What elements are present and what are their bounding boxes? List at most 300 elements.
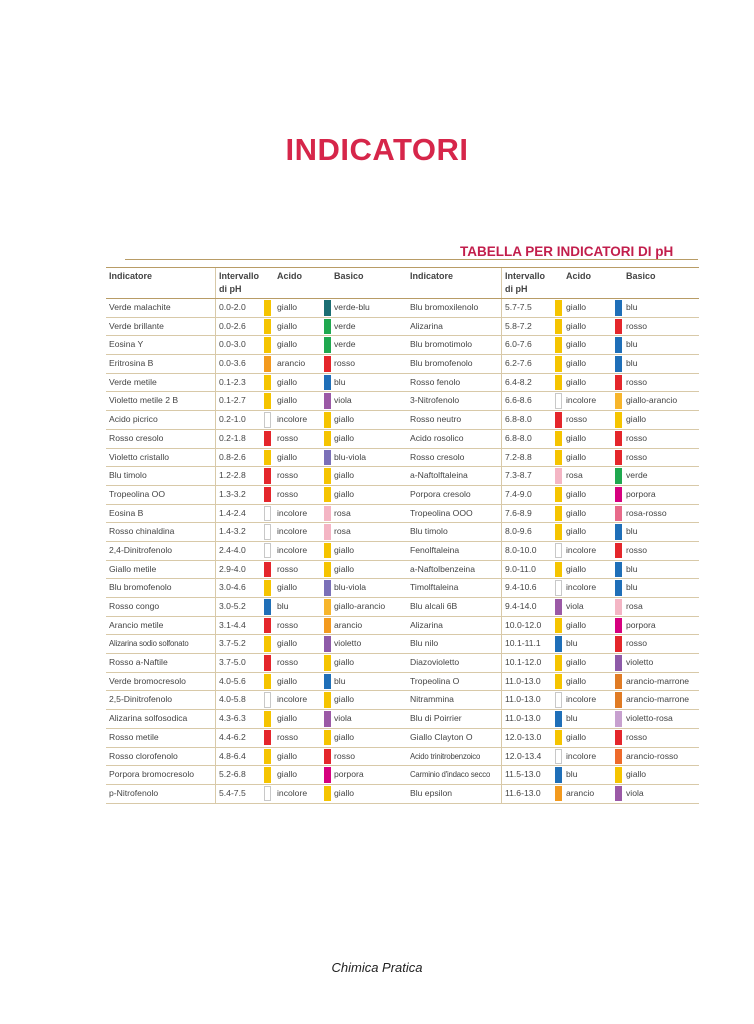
- acid-color-label: giallo: [277, 302, 298, 312]
- table-row: [106, 710, 699, 729]
- table-row: [106, 673, 699, 692]
- ph-range: 12.0-13.0: [505, 731, 542, 742]
- base-color-swatch: [324, 749, 331, 765]
- table-row: [106, 748, 699, 767]
- base-color-swatch: [324, 543, 331, 559]
- acid-color-label: giallo: [277, 638, 298, 649]
- indicator-name: Alizarina sodio solfonato: [109, 639, 189, 649]
- indicator-name: Verde bromocresolo: [109, 675, 186, 686]
- header-basico-left: Basico: [334, 271, 364, 281]
- acid-color-label: viola: [566, 601, 584, 611]
- column-divider: [215, 617, 216, 635]
- acid-color-label: giallo: [277, 451, 298, 462]
- indicator-name: Rosso clorofenolo: [109, 750, 178, 761]
- indicator-name: Fenolftaleina: [410, 544, 460, 555]
- base-color-label: violetto: [626, 657, 654, 668]
- acid-color-swatch: [555, 636, 562, 652]
- column-divider: [215, 561, 216, 579]
- acid-color-swatch: [264, 319, 271, 335]
- base-color-swatch: [324, 337, 331, 353]
- indicator-table: [106, 267, 699, 804]
- acid-color-label: rosso: [277, 488, 299, 499]
- table-row: [106, 505, 699, 524]
- ph-range: 6.0-7.6: [505, 339, 532, 350]
- ph-range: 6.8-8.0: [505, 432, 532, 443]
- column-divider: [501, 766, 502, 784]
- indicator-name: Tropeolina OO: [109, 488, 166, 499]
- base-color-label: rosso: [626, 544, 648, 555]
- acid-color-swatch: [264, 562, 271, 578]
- base-color-label: rosa-rosso: [626, 507, 667, 518]
- ph-range: 6.8-8.0: [505, 414, 532, 425]
- acid-color-swatch: [555, 562, 562, 578]
- table-row: [106, 561, 699, 580]
- column-divider: [215, 392, 216, 410]
- acid-color-swatch: [555, 487, 562, 503]
- base-color-label: porpora: [626, 619, 656, 630]
- base-color-swatch: [324, 450, 331, 466]
- column-divider: [501, 318, 502, 336]
- table-row: [106, 318, 699, 337]
- table-row: [106, 598, 699, 617]
- ph-range: 11.0-13.0: [505, 675, 541, 686]
- base-color-swatch: [324, 375, 331, 391]
- column-divider: [501, 505, 502, 523]
- acid-color-swatch: [264, 431, 271, 447]
- base-color-label: viola: [626, 787, 644, 798]
- base-color-swatch: [324, 786, 331, 802]
- column-divider: [501, 673, 502, 691]
- acid-color-swatch: [555, 412, 562, 428]
- indicator-name: 2,4-Dinitrofenolo: [109, 544, 173, 555]
- acid-color-label: incolore: [566, 694, 597, 705]
- ph-range: 0.8-2.6: [219, 451, 246, 462]
- acid-color-label: giallo: [566, 358, 587, 369]
- acid-color-label: giallo: [566, 320, 587, 331]
- ph-range: 2.9-4.0: [219, 563, 246, 574]
- ph-range: 6.6-8.6: [505, 395, 532, 406]
- table-subtitle: TABELLA PER INDICATORI DI pH: [460, 244, 674, 259]
- acid-color-label: incolore: [566, 544, 597, 555]
- indicator-name: a-Naftolbenzeina: [410, 563, 475, 574]
- base-color-label: blu: [334, 675, 346, 686]
- base-color-swatch: [324, 356, 331, 372]
- acid-color-label: rosa: [566, 470, 583, 481]
- base-color-swatch: [615, 412, 622, 428]
- base-color-swatch: [324, 767, 331, 783]
- acid-color-label: arancio: [277, 358, 306, 369]
- base-color-label: blu: [626, 302, 638, 312]
- ph-range: 10.0-12.0: [505, 619, 542, 630]
- acid-color-label: giallo: [566, 376, 587, 387]
- acid-color-label: rosso: [277, 731, 299, 742]
- base-color-swatch: [324, 636, 331, 652]
- acid-color-swatch: [264, 506, 271, 522]
- column-divider: [501, 691, 502, 709]
- indicator-name: Alizarina: [410, 619, 443, 630]
- acid-color-swatch: [555, 711, 562, 727]
- column-divider: [501, 748, 502, 766]
- ph-range: 0.0-3.0: [219, 339, 246, 350]
- ph-range: 11.5-13.0: [505, 769, 541, 780]
- indicator-name: Rosso metile: [109, 731, 159, 742]
- column-divider: [501, 579, 502, 597]
- acid-color-label: giallo: [566, 507, 587, 518]
- table-row: [106, 374, 699, 393]
- ph-range: 1.4-2.4: [219, 507, 246, 518]
- indicator-name: Alizarina: [410, 320, 443, 331]
- indicator-name: Rosso fenolo: [410, 376, 461, 387]
- base-color-swatch: [324, 300, 331, 316]
- ph-range: 7.3-8.7: [505, 470, 532, 481]
- table-row: [106, 785, 699, 804]
- indicator-name: Verde malachite: [109, 302, 171, 312]
- acid-color-label: blu: [566, 638, 578, 649]
- column-divider: [215, 710, 216, 728]
- base-color-label: giallo: [334, 544, 355, 555]
- column-divider: [215, 729, 216, 747]
- acid-color-label: arancio: [566, 787, 595, 798]
- table-row: [106, 523, 699, 542]
- page-title: INDICATORI: [285, 132, 469, 167]
- acid-color-label: giallo: [566, 657, 587, 668]
- column-divider: [501, 486, 502, 504]
- base-color-swatch: [324, 319, 331, 335]
- acid-color-label: incolore: [277, 414, 308, 425]
- base-color-swatch: [615, 562, 622, 578]
- header-acido-right: Acido: [566, 271, 592, 281]
- acid-color-swatch: [555, 692, 562, 708]
- acid-color-label: rosso: [277, 563, 299, 574]
- acid-color-swatch: [555, 337, 562, 353]
- table-row: [106, 299, 699, 318]
- ph-range: 0.0-2.0: [219, 302, 246, 312]
- column-divider: [215, 355, 216, 373]
- indicator-name: Verde brillante: [109, 320, 164, 331]
- acid-color-label: giallo: [566, 619, 587, 630]
- base-color-label: arancio: [334, 619, 363, 630]
- indicator-name: Rosso neutro: [410, 414, 462, 425]
- acid-color-label: giallo: [277, 675, 298, 686]
- indicator-name: Acido picrico: [109, 414, 158, 425]
- column-divider: [215, 785, 216, 803]
- ph-range: 5.4-7.5: [219, 787, 246, 798]
- column-divider: [501, 411, 502, 429]
- indicator-name: Carminio d'indaco secco: [410, 770, 491, 780]
- base-color-label: giallo: [334, 731, 355, 742]
- acid-color-swatch: [555, 300, 562, 316]
- base-color-swatch: [615, 375, 622, 391]
- indicator-name: Arancio metile: [109, 619, 164, 630]
- column-divider: [215, 411, 216, 429]
- base-color-swatch: [615, 730, 622, 746]
- base-color-swatch: [615, 674, 622, 690]
- column-divider: [501, 617, 502, 635]
- indicator-name: Timolftaleina: [410, 582, 459, 593]
- acid-color-swatch: [555, 599, 562, 615]
- base-color-label: giallo: [334, 470, 355, 481]
- ph-range: 1.4-3.2: [219, 526, 246, 537]
- acid-color-label: giallo: [566, 451, 587, 462]
- acid-color-label: rosso: [277, 657, 299, 668]
- header-indicatore-right: Indicatore: [410, 271, 454, 281]
- base-color-label: rosa: [334, 526, 351, 537]
- base-color-swatch: [615, 487, 622, 503]
- ph-range: 9.0-11.0: [505, 563, 536, 574]
- base-color-swatch: [615, 506, 622, 522]
- acid-color-swatch: [264, 692, 271, 708]
- ph-range: 7.2-8.8: [505, 451, 532, 462]
- acid-color-label: giallo: [277, 376, 298, 387]
- acid-color-swatch: [264, 618, 271, 634]
- acid-color-label: giallo: [566, 563, 587, 574]
- column-divider: [215, 654, 216, 672]
- base-color-swatch: [324, 412, 331, 428]
- base-color-label: arancio-marrone: [626, 675, 690, 686]
- base-color-swatch: [615, 692, 622, 708]
- acid-color-label: giallo: [566, 488, 587, 499]
- acid-color-swatch: [264, 580, 271, 596]
- table-row: [106, 411, 699, 430]
- table-row: [106, 542, 699, 561]
- acid-color-swatch: [555, 674, 562, 690]
- column-divider: [501, 467, 502, 485]
- base-color-swatch: [324, 655, 331, 671]
- indicator-name: p-Nitrofenolo: [109, 787, 159, 798]
- indicator-name: Acido trinitrobenzoico: [410, 751, 481, 761]
- ph-range: 5.8-7.2: [505, 320, 532, 331]
- ph-range: 4.8-6.4: [219, 750, 246, 761]
- ph-range: 8.0-10.0: [505, 544, 537, 555]
- base-color-swatch: [615, 711, 622, 727]
- header-intervallo-left: [219, 270, 259, 296]
- ph-range: 3.0-5.2: [219, 601, 246, 611]
- table-row: [106, 449, 699, 468]
- acid-color-swatch: [264, 674, 271, 690]
- column-divider: [215, 748, 216, 766]
- base-color-label: arancio-marrone: [626, 694, 690, 705]
- ph-range: 0.1-2.3: [219, 376, 246, 387]
- ph-range: 4.0-5.8: [219, 694, 246, 705]
- acid-color-swatch: [264, 786, 271, 802]
- ph-range: 9.4-10.6: [505, 582, 537, 593]
- base-color-label: blu-viola: [334, 451, 367, 462]
- acid-color-swatch: [555, 431, 562, 447]
- ph-range: 5.7-7.5: [505, 302, 532, 312]
- acid-color-swatch: [555, 468, 562, 484]
- base-color-swatch: [615, 431, 622, 447]
- base-color-swatch: [324, 618, 331, 634]
- acid-color-label: blu: [566, 713, 578, 724]
- acid-color-swatch: [555, 450, 562, 466]
- indicator-name: Giallo metile: [109, 563, 157, 574]
- header-basico-right: Basico: [626, 271, 656, 281]
- acid-color-label: giallo: [277, 320, 298, 331]
- indicator-name: Blu timolo: [109, 470, 147, 481]
- base-color-label: rosso: [626, 731, 648, 742]
- column-divider: [501, 449, 502, 467]
- acid-color-label: incolore: [277, 787, 308, 798]
- acid-color-label: incolore: [566, 395, 597, 406]
- indicator-name: Violetto cristallo: [109, 451, 170, 462]
- acid-color-swatch: [555, 730, 562, 746]
- ph-range: 3.0-4.6: [219, 582, 246, 593]
- ph-range: 4.0-5.6: [219, 675, 246, 686]
- base-color-label: viola: [334, 713, 352, 724]
- base-color-swatch: [324, 524, 331, 540]
- base-color-label: verde-blu: [334, 302, 370, 312]
- column-divider: [215, 374, 216, 392]
- acid-color-swatch: [555, 319, 562, 335]
- column-divider: [215, 299, 216, 317]
- base-color-label: rosso: [626, 320, 648, 331]
- base-color-swatch: [324, 580, 331, 596]
- column-divider: [501, 710, 502, 728]
- acid-color-swatch: [264, 487, 271, 503]
- indicator-name: Rosso congo: [109, 601, 160, 611]
- acid-color-swatch: [264, 393, 271, 409]
- base-color-swatch: [324, 711, 331, 727]
- ph-range: 4.3-6.3: [219, 713, 246, 724]
- indicator-name: Rosso cresolo: [109, 432, 164, 443]
- base-color-label: blu: [334, 376, 346, 387]
- base-color-swatch: [615, 636, 622, 652]
- table-body: [106, 299, 699, 804]
- acid-color-swatch: [264, 711, 271, 727]
- column-divider: [501, 299, 502, 317]
- acid-color-swatch: [555, 580, 562, 596]
- table-row: [106, 355, 699, 374]
- base-color-swatch: [615, 468, 622, 484]
- base-color-swatch: [615, 393, 622, 409]
- base-color-label: giallo: [334, 563, 355, 574]
- ph-range: 0.1-2.7: [219, 395, 246, 406]
- indicator-name: Eosina B: [109, 507, 144, 518]
- column-divider: [215, 523, 216, 541]
- acid-color-swatch: [555, 356, 562, 372]
- base-color-label: arancio-rosso: [626, 750, 679, 761]
- ph-range: 11.0-13.0: [505, 713, 541, 724]
- indicator-name: Blu bromofenolo: [410, 358, 473, 369]
- column-divider: [215, 691, 216, 709]
- acid-color-swatch: [264, 599, 271, 615]
- acid-color-label: blu: [566, 769, 578, 780]
- acid-color-swatch: [264, 375, 271, 391]
- acid-color-label: incolore: [277, 694, 308, 705]
- base-color-label: giallo: [334, 488, 355, 499]
- base-color-swatch: [324, 487, 331, 503]
- acid-color-label: incolore: [277, 526, 308, 537]
- header-intervallo-line2: di pH: [505, 284, 528, 294]
- acid-color-swatch: [555, 543, 562, 559]
- acid-color-swatch: [555, 506, 562, 522]
- base-color-swatch: [324, 599, 331, 615]
- column-divider: [215, 467, 216, 485]
- base-color-label: giallo: [334, 432, 355, 443]
- base-color-swatch: [615, 543, 622, 559]
- header-intervallo-line1: Intervallo: [219, 271, 260, 281]
- base-color-label: blu-viola: [334, 582, 367, 593]
- acid-color-label: incolore: [566, 750, 597, 761]
- footer-text: Chimica Pratica: [331, 960, 423, 975]
- indicator-name: Acido rosolico: [410, 432, 464, 443]
- ph-range: 1.2-2.8: [219, 470, 246, 481]
- indicator-name: 2,5-Dinitrofenolo: [109, 694, 173, 705]
- acid-color-swatch: [264, 730, 271, 746]
- base-color-label: giallo: [334, 657, 355, 668]
- header-indicatore-left: Indicatore: [109, 271, 153, 281]
- indicator-name: Eritrosina B: [109, 358, 154, 369]
- table-row: [106, 654, 699, 673]
- ph-range: 4.4-6.2: [219, 731, 246, 742]
- column-divider: [215, 673, 216, 691]
- header-intervallo-right: [505, 270, 545, 296]
- base-color-label: blu: [626, 339, 638, 350]
- header-acido-left: Acido: [277, 271, 303, 281]
- acid-color-label: giallo: [566, 302, 587, 312]
- column-divider: [501, 561, 502, 579]
- ph-range: 9.4-14.0: [505, 601, 537, 611]
- column-divider: [215, 318, 216, 336]
- acid-color-swatch: [555, 767, 562, 783]
- indicator-name: Blu alcali 6B: [410, 601, 458, 611]
- ph-range: 6.4-8.2: [505, 376, 532, 387]
- indicator-name: Porpora bromocresolo: [109, 769, 195, 780]
- base-color-label: giallo-arancio: [334, 601, 386, 611]
- table-row: [106, 617, 699, 636]
- column-divider: [215, 579, 216, 597]
- ph-range: 3.7-5.2: [219, 638, 246, 649]
- acid-color-label: giallo: [566, 526, 587, 537]
- column-divider: [501, 392, 502, 410]
- acid-color-label: rosso: [277, 432, 299, 443]
- ph-range: 0.0-2.6: [219, 320, 246, 331]
- column-divider: [215, 542, 216, 560]
- base-color-swatch: [615, 356, 622, 372]
- ph-range: 6.2-7.6: [505, 358, 532, 369]
- base-color-label: giallo: [626, 769, 647, 780]
- indicator-name: Alizarina solfosodica: [109, 713, 188, 724]
- base-color-swatch: [324, 674, 331, 690]
- ph-range: 5.2-6.8: [219, 769, 246, 780]
- acid-color-label: giallo: [277, 395, 298, 406]
- acid-color-label: rosso: [277, 470, 299, 481]
- column-divider: [215, 486, 216, 504]
- acid-color-label: giallo: [566, 339, 587, 350]
- base-color-swatch: [615, 655, 622, 671]
- base-color-swatch: [615, 450, 622, 466]
- base-color-label: porpora: [334, 769, 364, 780]
- base-color-swatch: [324, 562, 331, 578]
- column-divider: [215, 635, 216, 653]
- indicator-name: 3-Nitrofenolo: [410, 395, 460, 406]
- indicator-name: Blu nilo: [410, 638, 439, 649]
- ph-range: 7.6-8.9: [505, 507, 532, 518]
- base-color-label: verde: [626, 470, 648, 481]
- column-divider: [501, 374, 502, 392]
- ph-range: 3.7-5.0: [219, 657, 246, 668]
- base-color-swatch: [324, 431, 331, 447]
- column-divider: [215, 598, 216, 616]
- base-color-label: giallo: [334, 414, 355, 425]
- ph-range: 3.1-4.4: [219, 619, 246, 630]
- acid-color-label: blu: [277, 601, 289, 611]
- base-color-label: blu: [626, 526, 638, 537]
- acid-color-label: giallo: [566, 731, 587, 742]
- column-divider: [501, 542, 502, 560]
- ph-range: 12.0-13.4: [505, 750, 542, 761]
- table-row: [106, 486, 699, 505]
